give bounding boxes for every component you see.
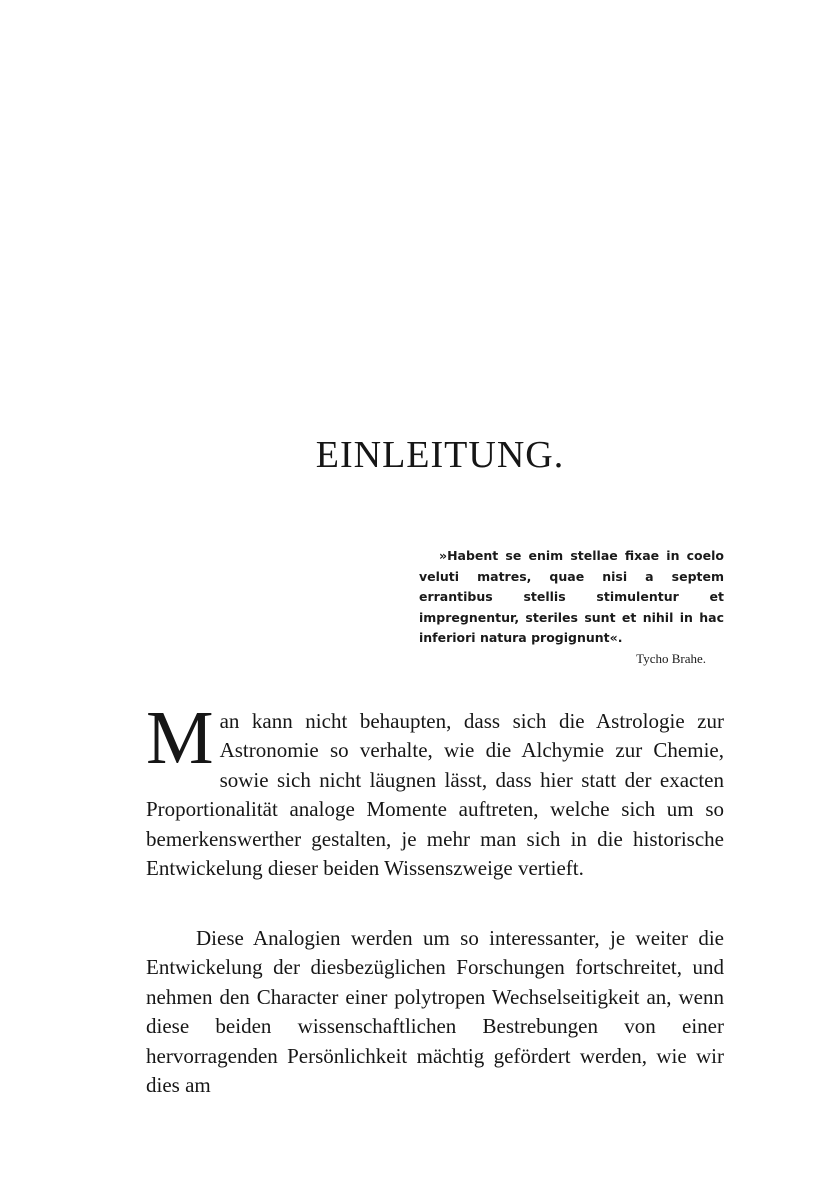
epigraph-quote: »Habent se enim stellae fixae in coelo veluti matres, quae nisi a septem errantibus stellis stimulentur et impregnentur, steriles sunt et nihil in hac inferiori natura progignunt«. — [419, 548, 724, 645]
paragraph-1-text: an kann nicht behaupten, dass sich die Astrologie zur Astronomie so verhalte, wie die Alchymie zur Chemie, sowie sich nicht läugnen lässt, dass hier statt der exacten Proportionalität analoge Momente auftreten, welche sich um so bemerkenswerther gestalten, je mehr man sich in die historische Entwickelung dieser beiden Wissenszweige vertieft. — [146, 709, 724, 881]
paragraph-2 — [146, 924, 724, 1100]
epigraph — [419, 546, 724, 669]
drop-cap: M — [146, 696, 214, 780]
paragraph-2-text: Diese Analogien werden um so interessanter, je weiter die Entwickelung der diesbezüglichen Forschungen fortschreitet, und nehmen den Character einer polytropen Wechselseitigkeit an, wenn diese beiden wissenschaftlichen Bestrebungen von einer hervorragenden Persönlichkeit mächtig gefördert werden, wie wir dies am — [146, 926, 724, 1098]
chapter-title: EINLEITUNG. — [315, 434, 565, 476]
paragraph-1 — [146, 696, 724, 883]
epigraph-author: Tycho Brahe. — [636, 650, 706, 666]
